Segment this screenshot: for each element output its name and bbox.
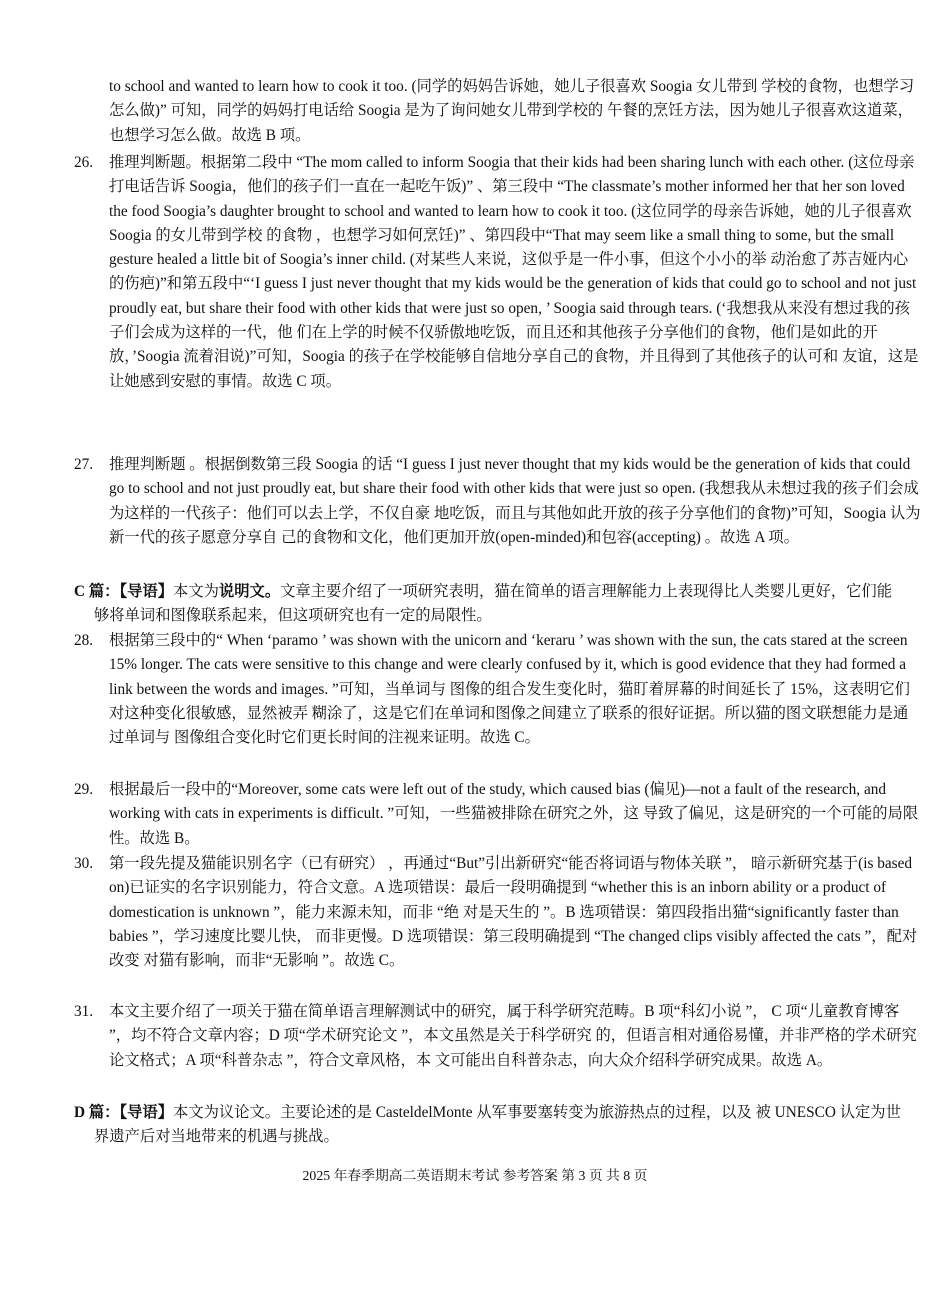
item-explanation: 根据第三段中的“ When ‘paramo ’ was shown with the unicorn and ‘keraru ’ was shown with the sun, the cats stared at the screen 15% longer. The cats were sensitive to this change and were clearly confused by it, which is good evidence that they had formed a link between the words and images. ”可知，当单词与 图像的组合发生变化时，猫盯着屏幕的时间延长了 15%，这表明它们对这种变化很敏感，显然被弄 糊涂了，这是它们在单词和图像之间建立了联系的很好证据。所以猫的图文联想能力是通过单词与 图像组合变化时它们更长时间的注视来证明。故选 C。 <box>109 632 910 747</box>
item-number: 31. <box>74 1003 94 1020</box>
item-explanation: 推理判断题。根据第二段中 “The mom called to inform Soogia that their kids had been sharing lunch with each other. (这位母亲打电话告诉 Soogia，他们的孩子们一直在一起吃午饭)” 、第三段中 “The classmate’s mother informed her that her son loved the food Soogia’s daughter brought to school and wanted to learn how to cook it too. (这位同学的母亲告诉她，她的儿子很喜欢 Soogia 的女儿带到学校 的食物 ，也想学习如何烹饪)” 、第四段中“That may seem like a small thing to some, but the small gesture healed a little bit of Soogia’s inner child. (对某些人来说，这似乎是一件小事，但这个小小的举 动治愈了苏吉娅内心的伤疤)”和第五段中“‘I guess I just never thought that my kids would be the generation of kids that could go to school and not just proudly eat, but share their food with other kids that were just so open, ’ Soogia said through tears. (‘我想我从来没有想过我的孩子们会成为这样的一代，他 们在上学的时候不仅骄傲地吃饭，而且还和其他孩子分享他们的食物，他们是如此的开放，’Soogia 流着泪说)”可知，Soogia 的孩子在学校能够自信地分享自己的食物，并且得到了其他孩子的认可和 友谊，这是让她感到安慰的事情。故选 C 项。 <box>109 154 919 390</box>
item-explanation: 本文主要介绍了一项关于猫在简单语言理解测试中的研究，属于科学研究范畴。B 项“科幻小说 ”， C 项“儿童教育博客 ”，均不符合文章内容；D 项“学术研究论文 ”，本文虽然是关于科学研究 的，但语言相对通俗易懂，并非严格的学术研究论文格式；A 项“科普杂志 ”，符合文章风格，本 文可能出自科普杂志，向大众介绍科学研究成果。故选 A。 <box>109 1003 917 1069</box>
answer-item-27 <box>74 453 921 550</box>
item-number: 27. <box>74 456 94 473</box>
section-c-genre: 说明文。 <box>218 583 281 600</box>
answer-item-31 <box>74 1000 921 1073</box>
q25-continuation: to school and wanted to learn how to cook it too. (同学的妈妈告诉她，她儿子很喜欢 Soogia 女儿带到 学校的食物，也想学习怎么做)” 可知，同学的妈妈打电话给 Soogia 是为了询问她女儿带到学校的 午餐的烹饪方法，因为她儿子很喜欢这道菜，也想学习怎么做。故选 B 项。 <box>109 78 915 144</box>
section-d-text: 本文为议论文。主要论述的是 CasteldelMonte 从军事要塞转变为旅游热点的过程，以及 被 UNESCO 认定为世界遗产后对当地带来的机遇与挑战。 <box>94 1104 901 1146</box>
section-d-label: D 篇：【导语】 <box>74 1104 174 1121</box>
item-number: 28. <box>74 632 94 649</box>
item-explanation: 推理判断题 。根据倒数第三段 Soogia 的话 “I guess I just never thought that my kids would be the generation of kids that could go to school and not just proudly eat, but share their food with other kids that were just so open. (我想我从未想过我的孩子们会成为这样的一代孩子：他们可以去上学，不仅自豪 地吃饭，而且与其他如此开放的孩子分享他们的食物)”可知，Soogia 认为新一代的孩子愿意分享自 己的食物和文化，他们更加开放(open-minded)和包容(accepting) 。故选 A 项。 <box>109 456 921 546</box>
item-explanation: 根据最后一段中的“Moreover, some cats were left out of the study, which caused bias (偏见)—not a fault of the research, and working with cats in experiments is difficult. ”可知，一些猫被排除在研究之外，这 导致了偏见，这是研究的一个可能的局限性。故选 B。 <box>109 781 919 847</box>
item-number: 26. <box>74 154 94 171</box>
answer-item-29 <box>74 778 921 851</box>
page-footer: 2025 年春季期高二英语期末考试 参考答案 第 3 页 共 8 页 <box>302 1168 648 1183</box>
item-number: 29. <box>74 781 94 798</box>
section-c-intro <box>74 580 906 629</box>
answer-item-28 <box>74 629 921 750</box>
section-c-lead: 本文为 <box>173 583 219 600</box>
item-explanation: 第一段先提及猫能识别名字（已有研究） ，再通过“But”引出新研究“能否将词语与物体关联 ”， 暗示新研究基于(is based on)已证实的名字识别能力，符合文意。A 选项错误：最后一段明确提到 “whether this is an inborn ability or a product of domestication is unknown ”，能力来源未知，而非 “绝 对是天生的 ”。B 选项错误：第四段指出猫“significantly faster than babies ”，学习速度比婴儿快， 而非更慢。D 选项错误：第三段明确提到 “The changed clips visibly affected the cats ”，配对改变 对猫有影响，而非“无影响 ”。故选 C。 <box>109 855 918 970</box>
section-c-label: C 篇：【导语】 <box>74 583 174 600</box>
item-number: 30. <box>74 855 94 872</box>
section-d-intro <box>74 1101 906 1150</box>
answer-item-30 <box>74 852 921 973</box>
answer-item-26 <box>74 151 921 394</box>
section-c-text: 文章主要介绍了一项研究表明，猫在简单的语言理解能力上表现得比人类婴儿更好，它们能够将单词和图像联系起来，但这项研究也有一定的局限性。 <box>94 583 893 625</box>
